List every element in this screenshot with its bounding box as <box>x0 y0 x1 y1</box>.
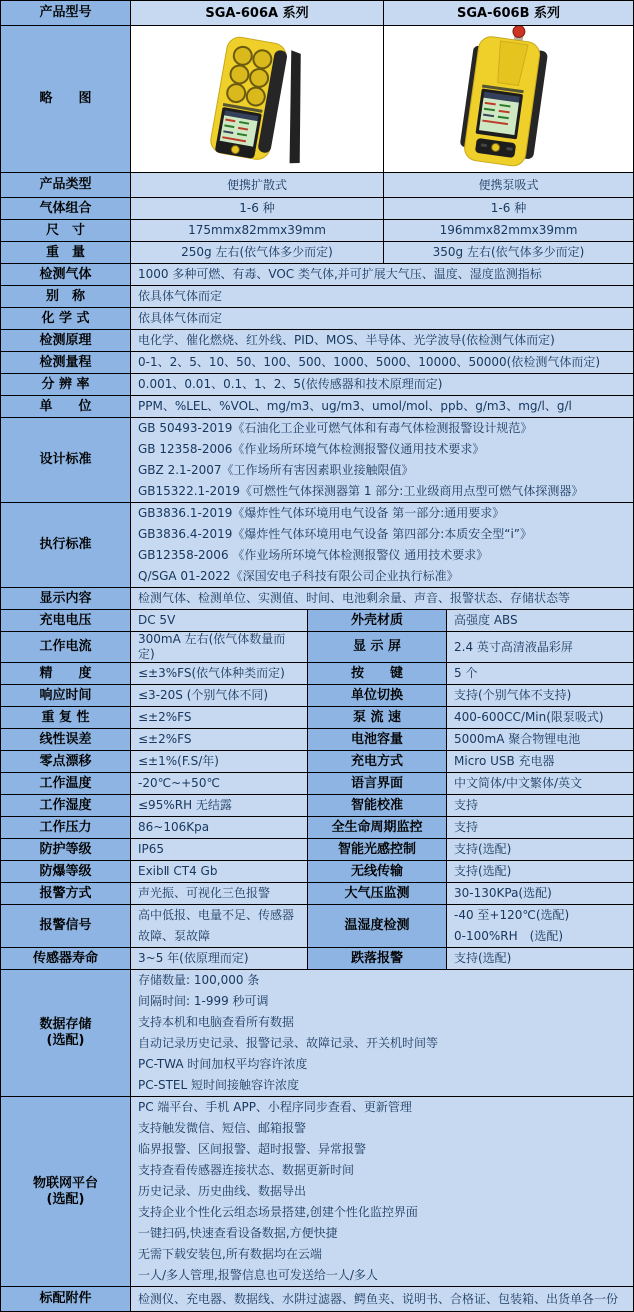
battery-capacity-value: 5000mA 聚合物锂电池 <box>446 729 633 750</box>
resolution-value: 0.001、0.01、0.1、1、2、5(依传感器和技术原理而定) <box>130 374 633 395</box>
dimensions-label: 尺 寸 <box>1 220 130 241</box>
zero-drift-label: 零点漂移 <box>1 751 130 772</box>
weight-b: 350g 左右(依气体多少而定) <box>383 242 633 263</box>
working-current-value: 300mA 左右(依气体数量而定) <box>130 632 307 662</box>
dimensions-b: 196mmx82mmx39mm <box>383 220 633 241</box>
execution-standard-line: GB3836.4-2019《爆炸性气体环境用电气设备 第四部分:本质安全型“i”》 <box>138 527 533 541</box>
data-storage-value <box>130 970 633 1096</box>
sensor-life-label: 传感器寿命 <box>1 948 130 969</box>
charging-method-label: 充电方式 <box>307 751 446 772</box>
row-chemical-formula <box>1 307 633 329</box>
design-standard-line: GB15322.1-2019《可燃性气体探测器第 1 部分:工业级商用点型可燃气体探测器》 <box>138 484 584 498</box>
row-repeatability <box>1 706 633 728</box>
model-a-header: SGA-606A 系列 <box>130 1 383 25</box>
product-type-label: 产品类型 <box>1 173 130 197</box>
lifecycle-monitor-label: 全生命周期监控 <box>307 817 446 838</box>
display-content-label: 显示内容 <box>1 588 130 609</box>
zero-drift-value: ≤±1%(F.S/年) <box>130 751 307 772</box>
precision-label: 精 度 <box>1 663 130 684</box>
row-sensor-life <box>1 947 633 969</box>
light-sensing-value: 支持(选配) <box>446 839 633 860</box>
row-protection-level <box>1 838 633 860</box>
row-gas-combination <box>1 197 633 219</box>
pump-flow-value: 400-600CC/Min(限泵吸式) <box>446 707 633 728</box>
drop-alarm-label: 跌落报警 <box>307 948 446 969</box>
working-pressure-value: 86~106Kpa <box>130 817 307 838</box>
row-alias <box>1 285 633 307</box>
alarm-signal-value <box>130 905 307 947</box>
execution-standard-line: GB3836.1-2019《爆炸性气体环境用电气设备 第一部分:通用要求》 <box>138 506 505 520</box>
row-display-content <box>1 587 633 609</box>
row-accessories <box>1 1286 633 1311</box>
weight-label: 重 量 <box>1 242 130 263</box>
gas-combination-b: 1-6 种 <box>383 198 633 219</box>
row-detection-principle <box>1 329 633 351</box>
light-sensing-label: 智能光感控制 <box>307 839 446 860</box>
execution-standard-label: 执行标准 <box>1 503 130 587</box>
working-current-label: 工作电流 <box>1 632 130 662</box>
shell-material-label: 外壳材质 <box>307 610 446 631</box>
drop-alarm-value: 支持(选配) <box>446 948 633 969</box>
row-sketch <box>1 25 633 172</box>
shell-material-value: 高强度 ABS <box>446 610 633 631</box>
buttons-value: 5 个 <box>446 663 633 684</box>
linearity-error-value: ≤±2%FS <box>130 729 307 750</box>
row-working-current <box>1 631 633 662</box>
data-storage-label <box>1 970 130 1096</box>
smart-calibration-value: 支持 <box>446 795 633 816</box>
resolution-label: 分 辨 率 <box>1 374 130 395</box>
wireless-transmission-value: 支持(选配) <box>446 861 633 882</box>
detection-principle-value: 电化学、催化燃烧、红外线、PID、MOS、半导体、光学波导(依检测气体而定) <box>130 330 633 351</box>
alarm-signal-line: 故障、泵故障 <box>138 929 211 943</box>
data-storage-line: PC-STEL 短时间接触容许浓度 <box>138 1078 299 1092</box>
working-humidity-label: 工作湿度 <box>1 795 130 816</box>
design-standard-value <box>130 418 633 502</box>
row-execution-standard <box>1 502 633 587</box>
row-data-storage <box>1 969 633 1096</box>
iot-platform-line: 无需下载安装包,所有数据均在云端 <box>138 1247 322 1261</box>
row-weight <box>1 241 633 263</box>
row-resolution <box>1 373 633 395</box>
repeatability-label: 重 复 性 <box>1 707 130 728</box>
row-detection-range <box>1 351 633 373</box>
alias-label: 别 称 <box>1 286 130 307</box>
iot-platform-label-line: 物联网平台 <box>32 1175 98 1191</box>
explosion-proof-value: ExibⅡ CT4 Gb <box>130 861 307 882</box>
wireless-transmission-label: 无线传输 <box>307 861 446 882</box>
accessories-value: 检测仪、充电器、数据线、水阱过滤器、鳄鱼夹、说明书、合格证、包装箱、出货单各一份 <box>130 1287 633 1311</box>
row-detected-gas <box>1 263 633 285</box>
battery-capacity-label: 电池容量 <box>307 729 446 750</box>
unit-switch-value: 支持(个别气体不支持) <box>446 685 633 706</box>
row-dimensions <box>1 219 633 241</box>
accessories-label: 标配附件 <box>1 1287 130 1311</box>
iot-platform-value <box>130 1097 633 1286</box>
row-working-temperature <box>1 772 633 794</box>
iot-platform-line: PC 端平台、手机 APP、小程序同步查看、更新管理 <box>138 1100 412 1114</box>
row-linearity-error <box>1 728 633 750</box>
diffusion-detector-illustration <box>131 26 383 172</box>
working-pressure-label: 工作压力 <box>1 817 130 838</box>
design-standard-line: GBZ 2.1-2007《工作场所有害因素职业接触限值》 <box>138 463 414 477</box>
device-a-image <box>130 26 383 172</box>
iot-platform-line: 一键扫码,快速查看设备数据,方便快捷 <box>138 1226 338 1240</box>
chemical-formula-label: 化 学 式 <box>1 308 130 329</box>
smart-calibration-label: 智能校准 <box>307 795 446 816</box>
model-b-header: SGA-606B 系列 <box>383 1 633 25</box>
row-product-model <box>1 1 633 25</box>
data-storage-line: 支持本机和电脑查看所有数据 <box>138 1015 295 1029</box>
data-storage-line: PC-TWA 时间加权平均容许浓度 <box>138 1057 308 1071</box>
row-working-pressure <box>1 816 633 838</box>
sensor-life-value: 3~5 年(依原理而定) <box>130 948 307 969</box>
temp-humidity-line: -40 至+120℃(选配) <box>454 908 570 922</box>
execution-standard-line: GB12358-2006 《作业场所环境气体检测报警仪 通用技术要求》 <box>138 548 489 562</box>
display-content-value: 检测气体、检测单位、实测值、时间、电池剩余量、声音、报警状态、存储状态等 <box>130 588 633 609</box>
chemical-formula-value: 依具体气体而定 <box>130 308 633 329</box>
iot-platform-line: 临界报警、区间报警、超时报警、异常报警 <box>138 1142 367 1156</box>
alarm-mode-value: 声光振、可视化三色报警 <box>130 883 307 904</box>
row-zero-drift <box>1 750 633 772</box>
charge-voltage-value: DC 5V <box>130 610 307 631</box>
execution-standard-line: Q/SGA 01-2022《深国安电子科技有限公司企业执行标准》 <box>138 569 459 583</box>
pump-flow-label: 泵 流 速 <box>307 707 446 728</box>
iot-platform-line: 支持企业个性化云组态场景搭建,创建个性化监控界面 <box>138 1205 418 1219</box>
precision-value: ≤±3%FS(依气体种类而定) <box>130 663 307 684</box>
row-design-standard <box>1 417 633 502</box>
working-humidity-value: ≤95%RH 无结露 <box>130 795 307 816</box>
product-model-label: 产品型号 <box>1 1 130 25</box>
row-explosion-proof <box>1 860 633 882</box>
iot-platform-label <box>1 1097 130 1286</box>
data-storage-line: 自动记录历史记录、报警记录、故障记录、开关机时间等 <box>138 1036 439 1050</box>
lifecycle-monitor-value: 支持 <box>446 817 633 838</box>
detection-principle-label: 检测原理 <box>1 330 130 351</box>
barometric-monitor-label: 大气压监测 <box>307 883 446 904</box>
data-storage-label-line: (选配) <box>46 1033 85 1048</box>
working-temperature-value: -20℃~+50℃ <box>130 773 307 794</box>
row-response-time <box>1 684 633 706</box>
pump-detector-illustration <box>384 26 633 172</box>
product-type-b: 便携泵吸式 <box>383 173 633 197</box>
weight-a: 250g 左右(依气体多少而定) <box>130 242 383 263</box>
alarm-mode-label: 报警方式 <box>1 883 130 904</box>
iot-platform-line: 历史记录、历史曲线、数据导出 <box>138 1184 307 1198</box>
charge-voltage-label: 充电电压 <box>1 610 130 631</box>
row-product-type <box>1 172 633 197</box>
temp-humidity-line: 0-100%RH (选配) <box>454 929 563 943</box>
language-label: 语言界面 <box>307 773 446 794</box>
row-unit <box>1 395 633 417</box>
detection-range-value: 0-1、2、5、10、50、100、500、1000、5000、10000、50000(依检测气体而定) <box>130 352 633 373</box>
iot-platform-line: 支持触发微信、短信、邮箱报警 <box>138 1121 307 1135</box>
language-value: 中文简体/中文繁体/英文 <box>446 773 633 794</box>
explosion-proof-label: 防爆等级 <box>1 861 130 882</box>
row-alarm-mode <box>1 882 633 904</box>
detected-gas-value: 1000 多种可燃、有毒、VOC 类气体,并可扩展大气压、温度、湿度监测指标 <box>130 264 633 285</box>
design-standard-line: GB 12358-2006《作业场所环境气体检测报警仪通用技术要求》 <box>138 442 485 456</box>
data-storage-line: 间隔时间: 1-999 秒可调 <box>138 994 269 1008</box>
row-working-humidity <box>1 794 633 816</box>
execution-standard-value <box>130 503 633 587</box>
response-time-label: 响应时间 <box>1 685 130 706</box>
working-temperature-label: 工作温度 <box>1 773 130 794</box>
data-storage-line: 存储数量: 100,000 条 <box>138 973 260 987</box>
alias-value: 依具体气体而定 <box>130 286 633 307</box>
barometric-monitor-value: 30-130KPa(选配) <box>446 883 633 904</box>
buttons-label: 按 键 <box>307 663 446 684</box>
data-storage-label-line: 数据存储 <box>39 1017 92 1032</box>
detection-range-label: 检测量程 <box>1 352 130 373</box>
device-b-image <box>383 26 633 172</box>
alarm-signal-line: 高中低报、电量不足、传感器 <box>138 908 295 922</box>
iot-platform-label-line: (选配) <box>46 1191 85 1207</box>
protection-level-value: IP65 <box>130 839 307 860</box>
alarm-signal-label: 报警信号 <box>1 905 130 947</box>
response-time-value: ≤3-20S (个别气体不同) <box>130 685 307 706</box>
detected-gas-label: 检测气体 <box>1 264 130 285</box>
gas-combination-label: 气体组合 <box>1 198 130 219</box>
charging-method-value: Micro USB 充电器 <box>446 751 633 772</box>
row-charge-voltage <box>1 609 633 631</box>
temp-humidity-value <box>446 905 633 947</box>
temp-humidity-label: 温湿度检测 <box>307 905 446 947</box>
gas-combination-a: 1-6 种 <box>130 198 383 219</box>
repeatability-value: ≤±2%FS <box>130 707 307 728</box>
row-precision <box>1 662 633 684</box>
unit-switch-label: 单位切换 <box>307 685 446 706</box>
unit-value: PPM、%LEL、%VOL、mg/m3、ug/m3、umol/mol、ppb、g/m3、mg/l、g/l <box>130 396 633 417</box>
display-screen-value: 2.4 英寸高清液晶彩屏 <box>446 632 633 662</box>
design-standard-line: GB 50493-2019《石油化工企业可燃气体和有毒气体检测报警设计规范》 <box>138 421 533 435</box>
protection-level-label: 防护等级 <box>1 839 130 860</box>
dimensions-a: 175mmx82mmx39mm <box>130 220 383 241</box>
iot-platform-line: 支持查看传感器连接状态、数据更新时间 <box>138 1163 355 1177</box>
design-standard-label: 设计标准 <box>1 418 130 502</box>
unit-label: 单 位 <box>1 396 130 417</box>
product-type-a: 便携扩散式 <box>130 173 383 197</box>
row-iot-platform <box>1 1096 633 1286</box>
row-alarm-signal <box>1 904 633 947</box>
linearity-error-label: 线性误差 <box>1 729 130 750</box>
iot-platform-line: 一人/多人管理,报警信息也可发送给一人/多人 <box>138 1268 378 1282</box>
sketch-label: 略 图 <box>1 26 130 172</box>
display-screen-label: 显 示 屏 <box>307 632 446 662</box>
